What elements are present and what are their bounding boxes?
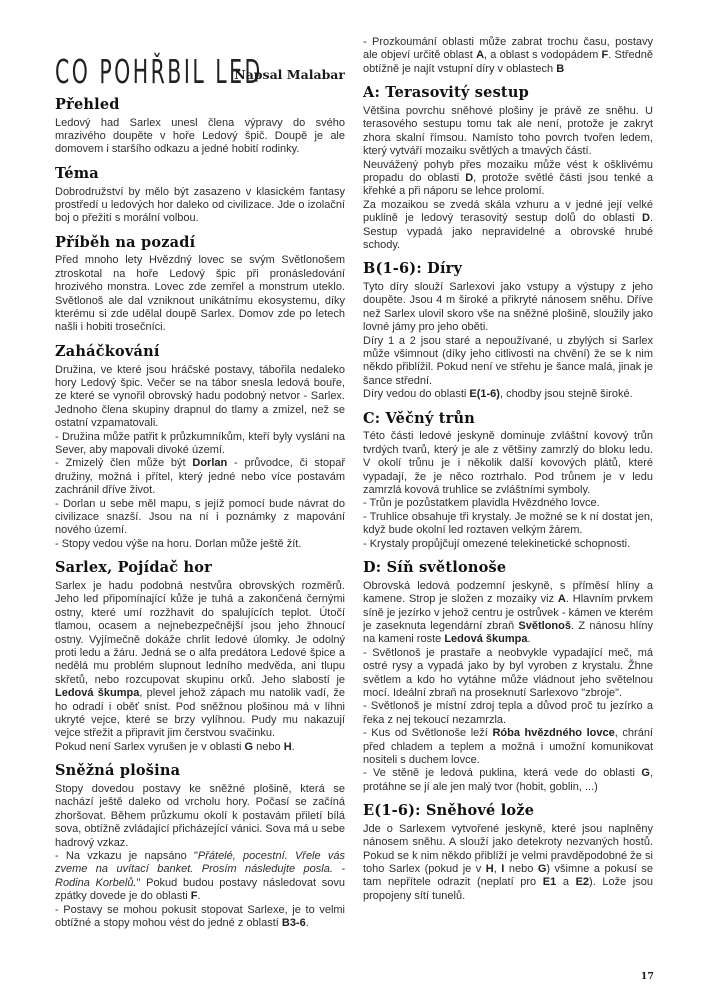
paragraph: - Prozkoumání oblasti může zabrat trochu času, postavy ale objeví určitě oblast A, a oblast s vodopádem F. Středně obtížně je najít vstupní díry v oblastech B bbox=[363, 36, 654, 75]
right-column bbox=[363, 36, 653, 930]
paragraph: Tyto díry slouží Sarlexovi jako vstupy a výstupy z jeho doupěte. Jsou 4 m široké a přikryté nánosem sněhu. Dříve než Sarlex ulovil skoro vše na sněžné plošině, sloužily jako lovné jámy pro jeho oběti. bbox=[363, 281, 653, 334]
document-header bbox=[55, 36, 345, 91]
paragraph: Díry vedou do oblasti E(1-6), chodby jsou stejně široké. bbox=[363, 388, 633, 401]
section-heading: Přehled bbox=[55, 96, 120, 113]
paragraph: - Postavy se mohou pokusit stopovat Sarlexe, je to velmi obtížné a stopy mohou vést do jedné z oblastí B3-6. bbox=[55, 903, 345, 929]
paragraph: - Světlonoš je prastaře a neobvykle vypadající meč, má ostré rysy a vypadá jako by byl vyroben z krystalu. Žhne světlem a kdo ho vytáhne může vládnout jeho světelnou mocí. Ideální zbraň na proseknutí Sarlexovo "zbroje". bbox=[363, 646, 653, 699]
section-heading: Sarlex, Pojídač hor bbox=[55, 559, 212, 577]
document-author: Napsal Malabar bbox=[234, 67, 345, 82]
page-number: 17 bbox=[640, 971, 654, 982]
paragraph: - Stopy vedou výše na horu. Dorlan může ještě žít. bbox=[55, 537, 302, 550]
paragraph: Pokud není Sarlex vyrušen je v oblasti G nebo H. bbox=[55, 740, 295, 753]
paragraph: Této části ledové jeskyně dominuje zvláštní kovový trůn tvrdých tvarů, který je ale z většiny zamrzlý do bloku ledu. V okolí trůnu je i několik další kovových plátů, které vypadají, že je něco roztrhalo. Pod trůnem je v ledu zamrzlá kovová truhlice se zvláštními symboly. bbox=[363, 430, 653, 496]
paragraph: - Zmizelý člen může být Dorlan - průvodce, či stopař družiny, možná i přítel, který jedné nebo více postavám zachránil dříve život. bbox=[55, 457, 345, 497]
paragraph: Neuvážený pohyb přes mozaiku může vést k ošklivému propadu do oblasti D, protože světlé části jsou tenké a křehké a při náporu se lehce prolomí. bbox=[363, 158, 653, 198]
paragraph: Stopy dovedou postavy ke sněžné plošině, která se nachází ještě daleko od vrcholu hory. Počasí se začíná zhoršovat. Během průzkumu okolí k postavám přiletí bílá sova, obtížně zvládající přicházející vánici. Sova má u sebe hadrový vzkaz. bbox=[55, 782, 345, 849]
section-heading: A: Terasovitý sestup bbox=[363, 84, 529, 102]
paragraph: - Světlonoš je místní zdroj tepla a důvod proč tu jezírko a řeka z nej tekoucí nezamrzla. bbox=[363, 700, 653, 726]
paragraph: Dobrodružství by mělo být zasazeno v klasickém fantasy prostředí u ledových hor daleko od civilizace. Jde o izolační boj o přežití s morální volbou. bbox=[55, 185, 345, 225]
section-heading: E(1-6): Sněhové lože bbox=[363, 802, 535, 820]
paragraph: - Dorlan u sebe měl mapu, s jejíž pomocí bude návrat do civilizace snazší. Jsou na ní i poznámky z mapování nového území. bbox=[55, 497, 345, 537]
section-heading: Téma bbox=[55, 164, 99, 182]
paragraph: Sarlex je hadu podobná nestvůra obrovských rozměrů. Jeho led připomínající kůže je tuhá a zakončená černými ostny, které umí rozžhavit do spalujících teplot. Útočí tlamou, ocasem a nejnebezpečnější jsou jeho žhnoucí ostny. Vyjímečně dokáže chrlit ledové úlomky. Je odolný proti ledu a žáru. Jedná se o alfa predátora Ledové špice a nedělá mu problém slupnout ledního medvěda, ani tlupu skřetů, nebo rozcupovat skupinu orků. Jeho slabostí je Ledová škumpa, plevel jehož zápach mu natolik vadí, že ho odradí i oběť sníst. Pod sněžnou plošinou má v líhni ukryté vejce, které se brzy vylíhnou. Pudy mu nakazují vejce střežit a připravit jim čerstvou svačinku. bbox=[55, 579, 345, 740]
paragraph: Před mnoho lety Hvězdný lovec se svým Světlonošem ztroskotal na hoře Ledový špic při pronásledování hrozivého monstra. Lovec zde zemřel a monstrum uteklo. Světlonoš ale dal vzniknout unikátnímu ekosystemu, díky kterému si zde udělal doupě Sarlex. Domov zde po letech našli i hobiti trosečníci. bbox=[55, 254, 345, 334]
section-heading: Zaháčkování bbox=[55, 342, 160, 360]
paragraph: Jde o Sarlexem vytvořené jeskyně, které jsou naplněny nánosem sněhu. A slouží jako detekroty nezvaných hostů. Pokud se k nim někdo přiblíží je velmi pravděpodobné že si toho Sarlex (pokud je v H, I nebo G) všimne a pokusí se tam nepřítele odrazit (neplatí pro E1 a E2). Lože jsou propojeny sítí tunelů. bbox=[363, 822, 653, 902]
paragraph: - Trůn je pozůstatkem plavidla Hvězdného lovce. bbox=[363, 497, 600, 510]
paragraph: - Ve stěně je ledová puklina, která vede do oblasti G, protáhne se jí ale jen malý tvor (hobit, goblin, ...) bbox=[363, 767, 653, 793]
page-content bbox=[55, 36, 653, 930]
paragraph: Obrovská ledová podzemní jeskyně, s příměsí hlíny a kamene. Strop je složen z mozaiky viz A. Hlavním prvkem síně je jezírko v jehož centru je ostrůvek - kámen ve kterém je zaseknuta legendární zbraň Světlonoš. Z nánosu hlíny na kameni roste Ledová škumpa. bbox=[363, 579, 653, 646]
paragraph: Většina povrchu sněhové plošiny je právě ze sněhu. U terasového sestupu tomu tak ale není, protože je zakryt zhora skalní římsou. Namísto toho povrch tvořen ledem, který vytváří mozaiku světlých a tmavých částí. bbox=[363, 104, 653, 158]
paragraph: Díry 1 a 2 jsou staré a nepoužívané, u zbylých si Sarlex může všimnout (díky jeho citlivosti na chvění) že se k nim někdo přiblížil. Pokud není ve střehu je šance malá, jinak je šance střední. bbox=[363, 334, 653, 387]
document-title: CO POHŘBIL LED bbox=[55, 52, 263, 91]
paragraph: - Na vzkazu je napsáno "Přátelé, pocestní. Vřele vás zveme na uvítací banket. Prosím následujte posla. - Rodina Korbelů." Pokud budou postavy následovat sovu zpátky dovede je do oblasti F. bbox=[55, 849, 345, 903]
section-heading: Sněžná plošina bbox=[55, 762, 181, 780]
section-heading: B(1-6): Díry bbox=[363, 260, 463, 278]
paragraph: - Krystaly propůjčují omezené telekinetické schopnosti. bbox=[363, 537, 631, 550]
section-heading: Příběh na pozadí bbox=[55, 233, 196, 251]
paragraph: Družina, ve které jsou hráčské postavy, tábořila nedaleko hory Ledový špic. Večer se na tábor snesla ledová bouře, ze které se vynořil obrovský hadu podobný netvor - Sarlex. Jednoho člena skupiny drapnul do tlamy a zmizel, než se ostatní vzpamatovali. bbox=[55, 363, 345, 430]
paragraph: Ledový had Sarlex unesl člena výpravy do svého mrazivého doupěte v hoře Ledový špič. Doupě je ale domovem i staršího odkazu a jedné hobití rodinky. bbox=[55, 116, 345, 156]
paragraph: Za mozaikou se zvedá skála vzhuru a v jedné její velké puklině je ledový terasovitý sestup dolů do oblasti D. Sestup vypadá jako nepravidelné a obrovské hrubé schody. bbox=[363, 198, 653, 251]
left-column bbox=[55, 36, 345, 930]
section-heading: D: Síň světlonoše bbox=[363, 559, 507, 577]
section-heading: C: Věčný trůn bbox=[363, 409, 475, 427]
paragraph: - Družina může patřit k průzkumníkům, kteří byly vysláni na Sever, aby mapovali divoké území. bbox=[55, 430, 345, 456]
paragraph: - Truhlice obsahuje tři krystaly. Je možné se k ní dostat jen, když bude okolní led roztaven velkým žárem. bbox=[363, 510, 653, 537]
paragraph: - Kus od Světlonoše leží Róba hvězdného lovce, chrání před chladem a teplem a možná i umožní komunikovat nositeli s duchem lovce. bbox=[363, 727, 653, 766]
